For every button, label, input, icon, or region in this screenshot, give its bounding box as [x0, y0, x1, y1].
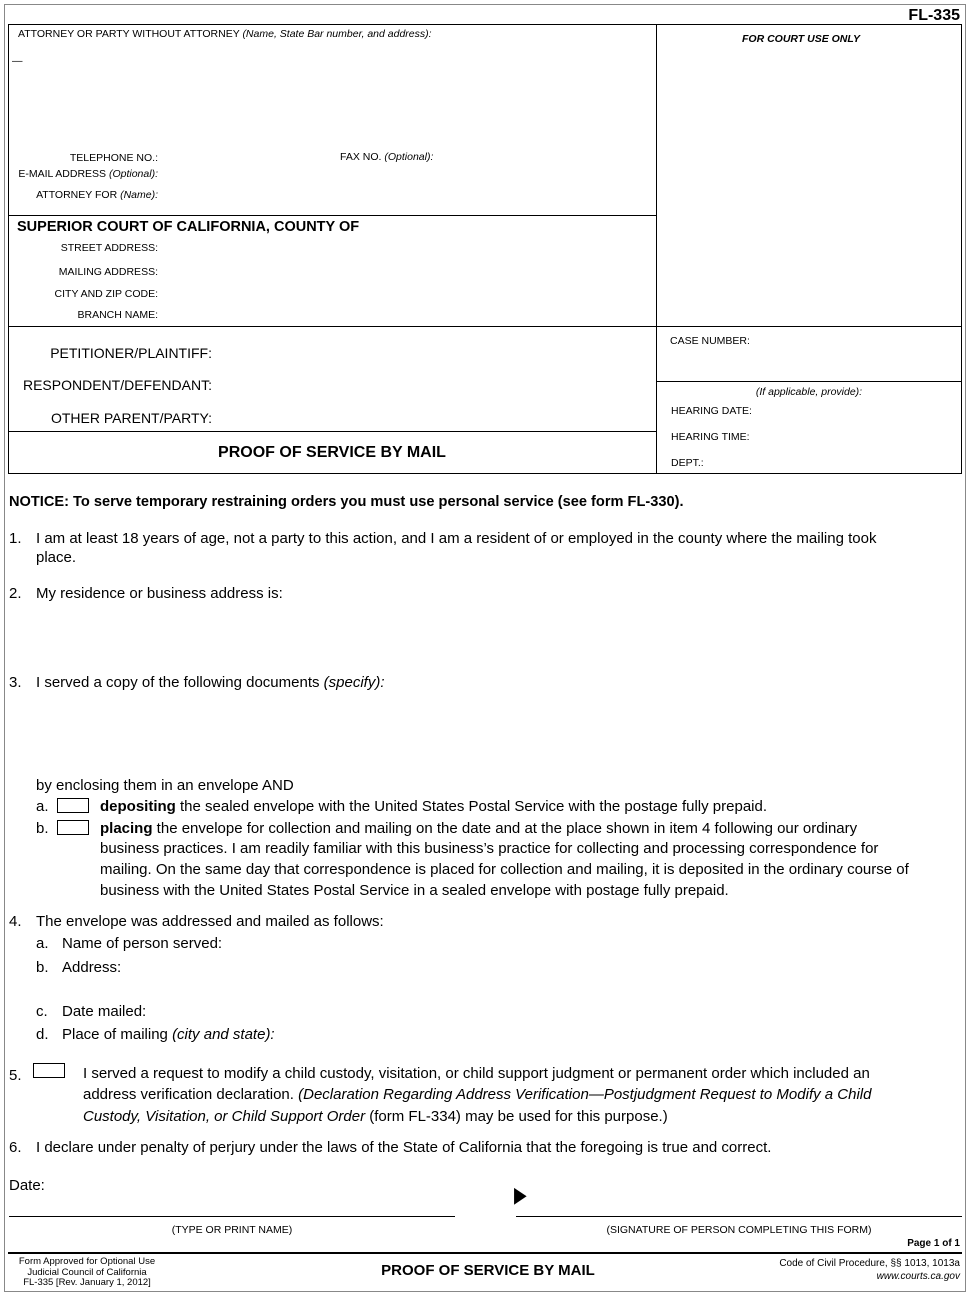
option-b-line4: business with the United States Postal Service in a sealed envelope with postage fully prepaid.	[100, 882, 729, 899]
item-5-checkbox[interactable]	[33, 1063, 65, 1078]
attorney-field[interactable]: —	[12, 55, 23, 67]
enclosing-text: by enclosing them in an envelope AND	[36, 777, 294, 794]
option-a-checkbox[interactable]	[57, 798, 89, 813]
attorney-label: ATTORNEY OR PARTY WITHOUT ATTORNEY (Name, State Bar number, and address):	[18, 28, 432, 40]
item-1-number: 1.	[9, 530, 22, 547]
case-number-label: CASE NUMBER:	[670, 335, 750, 347]
city-zip-label: CITY AND ZIP CODE:	[54, 288, 158, 300]
signature-line[interactable]	[516, 1216, 962, 1217]
caption-divider	[656, 24, 657, 474]
item-4b-text: Address:	[62, 959, 122, 976]
footer-references: Code of Civil Procedure, §§ 1013, 1013a www.courts.ca.gov	[779, 1258, 960, 1282]
item-3-number: 3.	[9, 674, 22, 691]
date-label: Date:	[9, 1177, 45, 1194]
item-4a-label: a.	[36, 935, 49, 952]
item-5-number: 5.	[9, 1067, 22, 1084]
fax-label: FAX NO. (Optional):	[340, 151, 434, 163]
option-b-checkbox[interactable]	[57, 820, 89, 835]
branch-name-label: BRANCH NAME:	[77, 309, 158, 321]
divider-case	[656, 381, 962, 382]
notice: NOTICE: To serve temporary restraining orders you must use personal service (see form FL-330).	[9, 494, 684, 510]
telephone-label: TELEPHONE NO.:	[69, 152, 158, 164]
option-a-text: depositing the sealed envelope with the United States Postal Service with the postage fully prepaid.	[100, 798, 768, 815]
respondent-label: RESPONDENT/DEFENDANT:	[22, 377, 212, 393]
form-approved: Form Approved for Optional Use Judicial Council of California FL-335 [Rev. January 1, 2012]	[18, 1256, 156, 1288]
form-number: FL-335	[908, 7, 960, 24]
signature-arrow-icon: ▶	[514, 1182, 527, 1207]
item-5-line3: Custody, Visitation, or Child Support Order (form FL-334) may be used for this purpose.)	[83, 1108, 668, 1125]
item-5-text: I served a request to modify a child custody, visitation, or child support judgment or permanent order which included an	[83, 1065, 870, 1082]
item-2-text: My residence or business address is:	[36, 585, 283, 602]
street-address-label: STREET ADDRESS:	[60, 242, 158, 254]
item-4-number: 4.	[9, 913, 22, 930]
item-4b-label: b.	[36, 959, 49, 976]
option-b-line2: business practices. I am readily familiar with this business’s practice for collecting and processing correspondence for	[100, 840, 879, 857]
item-4a-text: Name of person served:	[62, 935, 223, 952]
divider-court	[8, 215, 656, 216]
item-6-number: 6.	[9, 1139, 22, 1156]
option-b-line3: mailing. On the same day that correspondence is placed for collection and mailing, it is deposited in the ordinary course of	[100, 861, 909, 878]
item-1-text-cont: place.	[36, 549, 77, 566]
option-b-text: placing the envelope for collection and mailing on the date and at the place shown in item 4 following our ordinary	[100, 820, 858, 837]
option-b-label: b.	[36, 820, 49, 837]
court-title: SUPERIOR COURT OF CALIFORNIA, COUNTY OF	[17, 219, 360, 235]
caption-title: PROOF OF SERVICE BY MAIL	[218, 444, 446, 461]
item-4c-text: Date mailed:	[62, 1003, 147, 1020]
item-4c-label: c.	[36, 1003, 48, 1020]
item-6-text: I declare under penalty of perjury under the laws of the State of California that the foregoing is true and correct.	[36, 1139, 772, 1156]
item-4-text: The envelope was addressed and mailed as follows:	[36, 913, 384, 930]
email-label: E-MAIL ADDRESS (Optional):	[18, 168, 158, 180]
item-2-number: 2.	[9, 585, 22, 602]
petitioner-label: PETITIONER/PLAINTIFF:	[50, 345, 212, 361]
court-use-only: FOR COURT USE ONLY	[742, 33, 861, 45]
name-line[interactable]	[9, 1216, 455, 1217]
page-number: Page 1 of 1	[907, 1238, 960, 1249]
attorney-for-label: ATTORNEY FOR (Name):	[36, 189, 158, 201]
dept-label: DEPT.:	[671, 457, 704, 469]
divider-title	[8, 431, 656, 432]
signature-caption: (SIGNATURE OF PERSON COMPLETING THIS FORM)	[606, 1224, 872, 1236]
option-a-label: a.	[36, 798, 49, 815]
item-1-text: I am at least 18 years of age, not a party to this action, and I am a resident of or employed in the county where the mailing took	[36, 530, 877, 547]
item-4d-label: d.	[36, 1026, 49, 1043]
item-5-line2: address verification declaration. (Declaration Regarding Address Verification—Postjudgment Request to Modify a Child	[83, 1086, 872, 1103]
item-3-text: I served a copy of the following documents (specify):	[36, 674, 385, 691]
footer-title: PROOF OF SERVICE BY MAIL	[381, 1262, 595, 1279]
other-party-label: OTHER PARENT/PARTY:	[50, 410, 212, 426]
if-applicable-note: (If applicable, provide):	[755, 386, 863, 398]
hearing-time-label: HEARING TIME:	[671, 431, 750, 443]
name-caption: (TYPE OR PRINT NAME)	[171, 1224, 293, 1236]
footer-divider	[8, 1252, 962, 1254]
website-link[interactable]: www.courts.ca.gov	[876, 1270, 960, 1282]
mailing-address-label: MAILING ADDRESS:	[58, 266, 158, 278]
hearing-date-label: HEARING DATE:	[671, 405, 752, 417]
divider-parties	[8, 326, 962, 327]
item-4d-text: Place of mailing (city and state):	[62, 1026, 275, 1043]
